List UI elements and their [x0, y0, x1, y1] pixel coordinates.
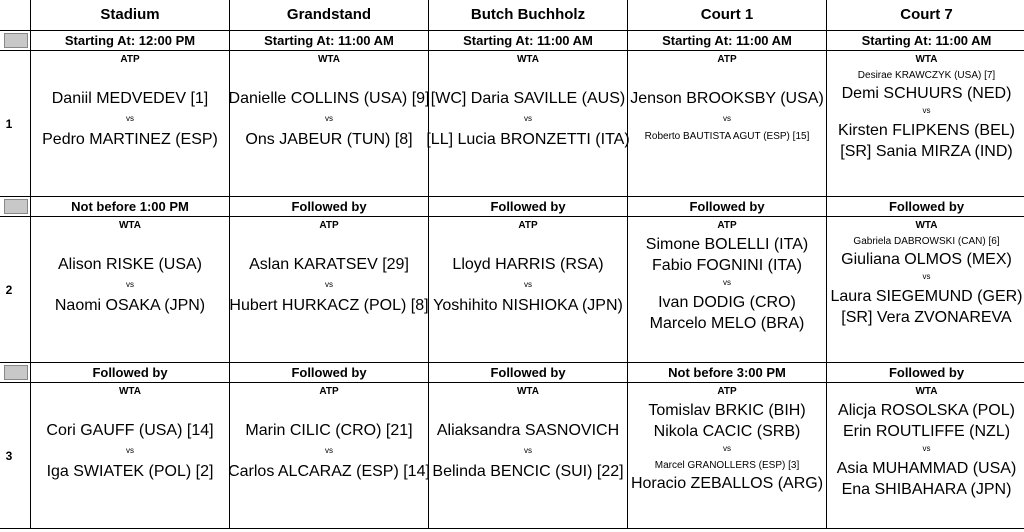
player-name: Laura SIEGEMUND (GER) [830, 288, 1023, 305]
time-slot-row [0, 197, 1024, 217]
time-slot-label: Starting At: 11:00 AM [429, 31, 628, 51]
vs-label: vs [922, 444, 931, 453]
match-cell [827, 383, 1024, 529]
player-name: [LL] Lucia BRONZETTI (ITA) [426, 131, 630, 148]
time-slot-row [0, 31, 1024, 51]
time-slot-label: Starting At: 12:00 PM [31, 31, 230, 51]
time-slot-row [0, 363, 1024, 383]
player-name: Alicja ROSOLSKA (POL) [838, 402, 1015, 419]
time-slot-label: Starting At: 11:00 AM [827, 31, 1024, 51]
time-slot-label: Starting At: 11:00 AM [628, 31, 827, 51]
player-name: Cori GAUFF (USA) [14] [46, 422, 214, 439]
player-name: Nikola CACIC (SRB) [653, 423, 801, 440]
court-header: Court 7 [827, 0, 1024, 31]
vs-label: vs [922, 106, 931, 115]
vs-label: vs [325, 280, 333, 289]
tour-label: WTA [317, 54, 341, 65]
time-slot-label: Followed by [628, 197, 827, 217]
tour-label: WTA [118, 220, 142, 231]
tour-label: ATP [717, 220, 737, 231]
time-slot-label: Followed by [429, 197, 628, 217]
player-name: Demi SCHUURS (NED) [841, 85, 1012, 102]
row-marker-square [4, 199, 28, 214]
row-marker [0, 31, 31, 51]
player-name: Alison RISKE (USA) [57, 256, 203, 273]
player-name: Simone BOLELLI (ITA) [645, 236, 809, 253]
match-cell [230, 217, 429, 363]
vs-label: vs [126, 280, 134, 289]
match-cell [827, 217, 1024, 363]
match-cell [429, 217, 628, 363]
player-name: Desirae KRAWCZYK (USA) [7] [857, 70, 996, 81]
vs-label: vs [524, 280, 532, 289]
time-slot-label: Followed by [827, 363, 1024, 383]
player-name: Daniil MEDVEDEV [1] [51, 90, 209, 107]
court-header: Court 1 [628, 0, 827, 31]
match-cell [827, 51, 1024, 197]
player-name: Erin ROUTLIFFE (NZL) [842, 423, 1011, 440]
player-name: Horacio ZEBALLOS (ARG) [630, 475, 824, 492]
match-row [0, 383, 1024, 529]
tour-label: ATP [120, 54, 140, 65]
player-name: Aslan KARATSEV [29] [249, 256, 409, 273]
player-name: Yoshihito NISHIOKA (JPN) [433, 297, 623, 314]
match-cell [230, 383, 429, 529]
player-name: [SR] Sania MIRZA (IND) [840, 143, 1013, 160]
time-slot-label: Followed by [230, 197, 429, 217]
vs-label: vs [723, 444, 731, 453]
court-header-row [0, 0, 1024, 31]
match-cell [31, 383, 230, 529]
player-name: Marcelo MELO (BRA) [649, 315, 805, 332]
tour-label: WTA [516, 54, 540, 65]
time-slot-label: Followed by [230, 363, 429, 383]
tour-label: WTA [118, 386, 142, 397]
match-cell [429, 383, 628, 529]
player-name: [WC] Daria SAVILLE (AUS) [430, 90, 626, 107]
tour-label: ATP [518, 220, 538, 231]
player-name: Marin CILIC (CRO) [21] [245, 422, 413, 439]
player-name: Roberto BAUTISTA AGUT (ESP) [15] [644, 131, 810, 142]
player-name: Gabriela DABROWSKI (CAN) [6] [853, 236, 1000, 247]
player-name: Belinda BENCIC (SUI) [22] [432, 463, 624, 480]
match-cell [230, 51, 429, 197]
vs-label: vs [922, 272, 931, 281]
time-slot-label: Starting At: 11:00 AM [230, 31, 429, 51]
player-name: Ons JABEUR (TUN) [8] [245, 131, 413, 148]
tour-label: ATP [717, 386, 737, 397]
player-name: Aliaksandra SASNOVICH [436, 422, 620, 439]
match-cell [628, 51, 827, 197]
row-marker-square [4, 33, 28, 48]
row-marker [0, 197, 31, 217]
match-row [0, 51, 1024, 197]
tour-label: ATP [717, 54, 737, 65]
row-marker [0, 363, 31, 383]
player-name: Ivan DODIG (CRO) [658, 294, 796, 311]
match-cell [31, 217, 230, 363]
player-name: Fabio FOGNINI (ITA) [652, 257, 802, 274]
court-header: Butch Buchholz [429, 0, 628, 31]
tour-label: WTA [915, 54, 938, 65]
match-cell [426, 51, 630, 197]
vs-label: vs [325, 446, 333, 455]
vs-label: vs [524, 114, 532, 123]
match-cell [31, 51, 230, 197]
player-name: Marcel GRANOLLERS (ESP) [3] [654, 460, 800, 471]
player-name: Iga SWIATEK (POL) [2] [46, 463, 214, 480]
player-name: Jenson BROOKSBY (USA) [630, 90, 824, 107]
player-name: Kirsten FLIPKENS (BEL) [838, 122, 1015, 139]
round-number: 1 [0, 51, 31, 197]
match-row [0, 217, 1024, 363]
match-cell [628, 217, 827, 363]
vs-label: vs [126, 446, 134, 455]
vs-label: vs [723, 114, 731, 123]
round-number: 2 [0, 217, 31, 363]
player-name: Danielle COLLINS (USA) [9] [228, 90, 430, 107]
player-name: [SR] Vera ZVONAREVA [841, 309, 1012, 326]
vs-label: vs [723, 278, 731, 287]
vs-label: vs [325, 114, 333, 123]
player-name: Lloyd HARRIS (RSA) [452, 256, 604, 273]
player-name: Ena SHIBAHARA (JPN) [841, 481, 1012, 498]
round-number: 3 [0, 383, 31, 529]
tour-label: WTA [915, 220, 938, 231]
time-slot-label: Followed by [31, 363, 230, 383]
corner-cell [0, 0, 31, 31]
time-slot-label: Followed by [827, 197, 1024, 217]
tour-label: WTA [516, 386, 540, 397]
tour-label: ATP [319, 386, 339, 397]
tour-label: ATP [319, 220, 339, 231]
time-slot-label: Not before 1:00 PM [31, 197, 230, 217]
match-cell [628, 383, 827, 529]
player-name: Carlos ALCARAZ (ESP) [14] [228, 463, 430, 480]
court-header: Stadium [31, 0, 230, 31]
vs-label: vs [524, 446, 532, 455]
court-header: Grandstand [230, 0, 429, 31]
player-name: Giuliana OLMOS (MEX) [841, 251, 1012, 268]
time-slot-label: Followed by [429, 363, 628, 383]
tour-label: WTA [915, 386, 938, 397]
vs-label: vs [126, 114, 134, 123]
player-name: Hubert HURKACZ (POL) [8] [229, 297, 429, 314]
player-name: Pedro MARTINEZ (ESP) [42, 131, 218, 148]
row-marker-square [4, 365, 28, 380]
player-name: Asia MUHAMMAD (USA) [836, 460, 1017, 477]
player-name: Tomislav BRKIC (BIH) [648, 402, 806, 419]
time-slot-label: Not before 3:00 PM [628, 363, 827, 383]
player-name: Naomi OSAKA (JPN) [54, 297, 206, 314]
